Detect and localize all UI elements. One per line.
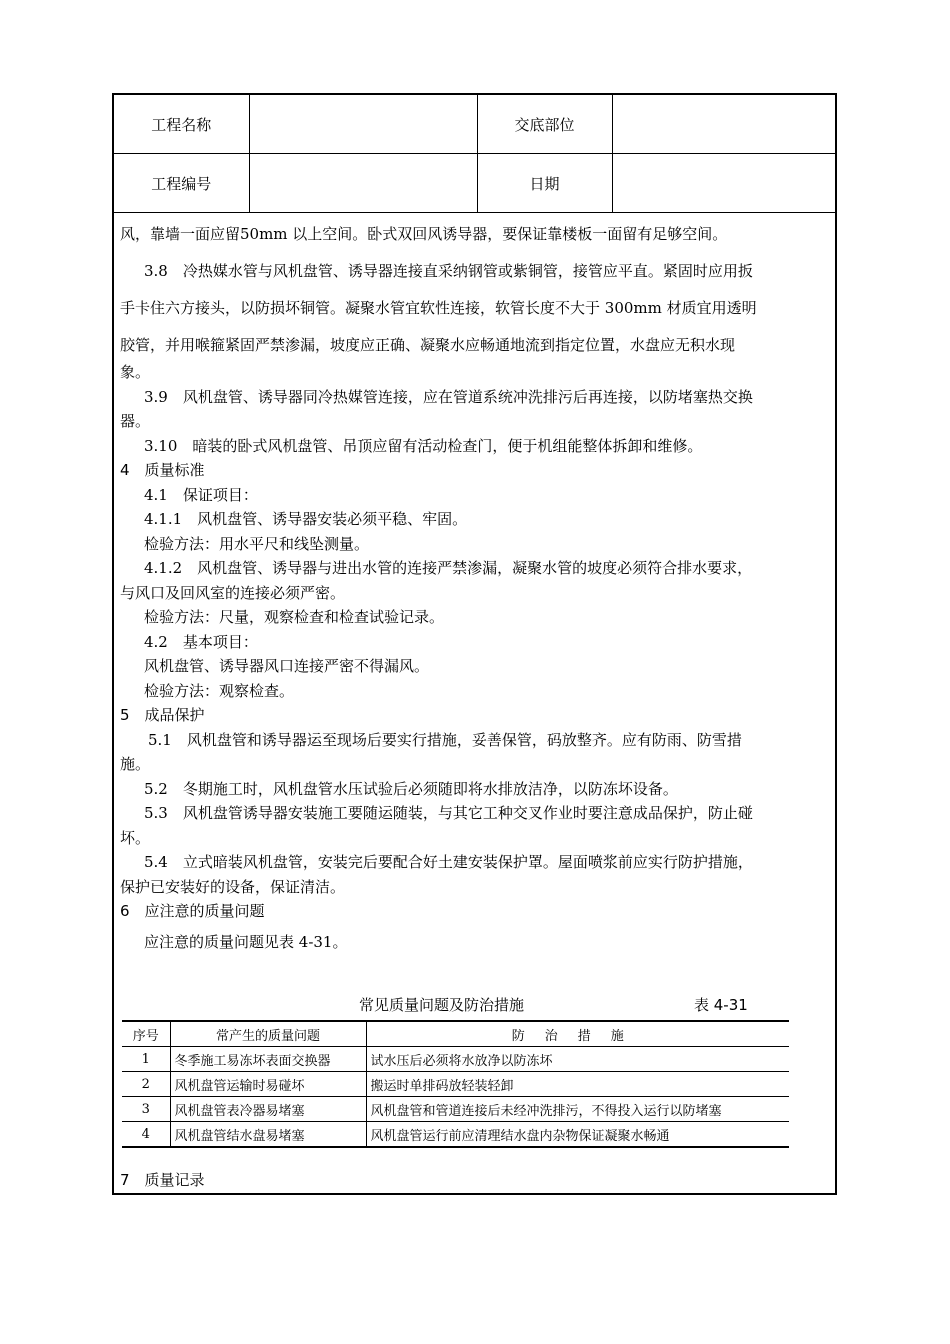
paragraph: 风，靠墙一面应留50mm 以上空间。卧式双回风诱导器，要保证靠楼板一面留有足够空间。	[120, 225, 728, 243]
paragraph-3-9: 3.9 风机盘管、诱导器同冷热媒管连接，应在管道系统冲洗排污后再连接，以防堵塞热交换	[144, 387, 753, 406]
project-name-value	[249, 95, 477, 154]
paragraph-4-1-1: 4.1.1 风机盘管、诱导器安装必须平稳、牢固。	[144, 510, 468, 528]
table-row	[122, 1047, 789, 1072]
paragraph: 与风口及回风室的连接必须严密。	[120, 583, 346, 602]
quality-table	[122, 1020, 789, 1148]
project-no-label: 工程编号	[114, 154, 249, 213]
document-frame	[112, 93, 837, 1195]
paragraph: 检验方法：用水平尺和线坠测量。	[144, 534, 370, 553]
paragraph: 施。	[120, 755, 151, 773]
paragraph-4-1: 4.1 保证项目：	[144, 485, 258, 504]
table-title: 常见质量问题及防治措施	[359, 996, 525, 1014]
row-no: 4	[122, 1122, 170, 1148]
row-no: 2	[122, 1072, 170, 1097]
table-row	[122, 1072, 789, 1097]
header-table	[114, 95, 835, 213]
paragraph-5-3: 5.3 风机盘管诱导器安装施工要随运随装，与其它工种交叉作业时要注意成品保护，防止碰	[144, 804, 753, 822]
table-header-row	[122, 1021, 789, 1047]
paragraph: 风机盘管、诱导器风口连接严密不得漏风。	[144, 657, 430, 675]
section-heading-5: 5 成品保护	[120, 706, 205, 724]
column-header: 常产生的质量问题	[170, 1021, 366, 1047]
row-measure: 风机盘管运行前应清理结水盘内杂物保证凝聚水畅通	[366, 1122, 789, 1148]
paragraph: 手卡住六方接头，以防损坏铜管。凝聚水管宜软性连接，软管长度不大于 300mm 材质宜用透明	[120, 299, 757, 317]
paragraph: 胶管，并用喉箍紧固严禁渗漏，坡度应正确、凝聚水应畅通地流到指定位置，水盘应无积水现	[120, 336, 736, 354]
paragraph-4-2: 4.2 基本项目：	[144, 632, 258, 651]
row-measure: 搬运时单排码放轻装轻卸	[366, 1072, 789, 1097]
paragraph: 应注意的质量问题见表 4-31。	[144, 932, 348, 951]
paragraph-3-8: 3.8 冷热媒水管与风机盘管、诱导器连接直采纳钢管或紫铜管，接管应平直。紧固时应用扳	[144, 262, 753, 280]
paragraph-5-1: 5.1 风机盘管和诱导器运至现场后要实行措施，妥善保管，码放整齐。应有防雨、防雪措	[148, 730, 742, 749]
row-measure: 风机盘管和管道连接后未经冲洗排污，不得投入运行以防堵塞	[366, 1097, 789, 1122]
row-no: 1	[122, 1047, 170, 1072]
row-problem: 冬季施工易冻坏表面交换器	[170, 1047, 366, 1072]
paragraph-5-4: 5.4 立式暗装风机盘管，安装完后要配合好土建安装保护罩。屋面喷浆前应实行防护措施，	[144, 853, 753, 871]
table-caption	[114, 994, 835, 1016]
paragraph: 器。	[120, 412, 151, 430]
row-problem: 风机盘管结水盘易堵塞	[170, 1122, 366, 1148]
section-heading-4: 4 质量标准	[120, 461, 205, 479]
paragraph: 保护已安装好的设备，保证清洁。	[120, 877, 346, 896]
paragraph: 坏。	[120, 828, 151, 847]
handover-part-label: 交底部位	[477, 95, 612, 154]
date-value	[612, 154, 835, 213]
row-problem: 风机盘管运输时易碰坏	[170, 1072, 366, 1097]
project-name-label: 工程名称	[114, 95, 249, 154]
table-number: 表 4-31	[694, 996, 748, 1014]
table-row	[122, 1097, 789, 1122]
paragraph: 检验方法：尺量，观察检查和检查试验记录。	[144, 608, 445, 626]
row-no: 3	[122, 1097, 170, 1122]
handover-part-value	[612, 95, 835, 154]
column-header: 序号	[122, 1021, 170, 1047]
paragraph-3-10: 3.10 暗装的卧式风机盘管、吊顶应留有活动检查门，便于机组能整体拆卸和维修。	[144, 436, 703, 455]
project-no-value	[249, 154, 477, 213]
row-problem: 风机盘管表冷器易堵塞	[170, 1097, 366, 1122]
paragraph-5-2: 5.2 冬期施工时，风机盘管水压试验后必须随即将水排放洁净，以防冻坏设备。	[144, 779, 678, 798]
document-body	[114, 216, 835, 961]
paragraph: 检验方法：观察检查。	[144, 681, 295, 700]
section-heading-6: 6 应注意的质量问题	[120, 902, 265, 920]
section-heading-7: 7 质量记录	[120, 1171, 205, 1189]
table-row	[122, 1122, 789, 1148]
paragraph: 象。	[120, 363, 151, 381]
date-label: 日期	[477, 154, 612, 213]
paragraph-4-1-2: 4.1.2 风机盘管、诱导器与进出水管的连接严禁渗漏，凝聚水管的坡度必须符合排水要求，	[144, 559, 753, 577]
column-header: 防治措施	[366, 1021, 789, 1047]
row-measure: 试水压后必须将水放净以防冻坏	[366, 1047, 789, 1072]
